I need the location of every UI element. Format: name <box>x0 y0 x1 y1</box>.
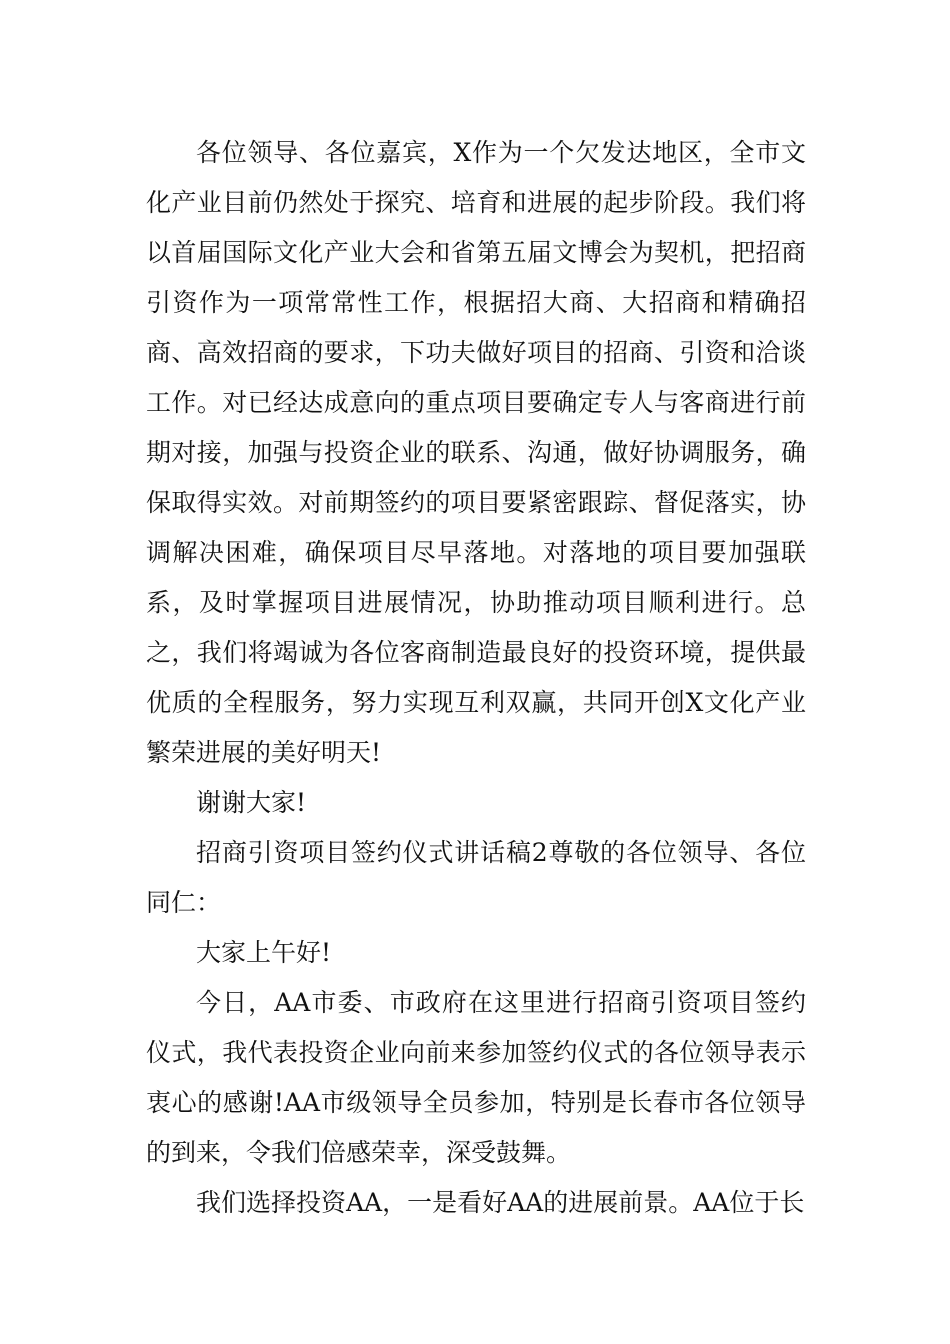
paragraph-1: 各位领导、各位嘉宾，X作为一个欠发达地区，全市文化产业目前仍然处于探究、培育和进展的起步阶段。我们将以首届国际文化产业大会和省第五届文博会为契机，把招商引资作为一项常常性工作，根据招大商、大招商和精确招商、高效招商的要求，下功夫做好项目的招商、引资和洽谈工作。对已经达成意向的重点项目要确定专人与客商进行前期对接，加强与投资企业的联系、沟通，做好协调服务，确保取得实效。对前期签约的项目要紧密跟踪、督促落实，协调解决困难，确保项目尽早落地。对落地的项目要加强联系，及时掌握项目进展情况，协助推动项目顺利进行。总之，我们将竭诚为各位客商制造最良好的投资环境，提供最优质的全程服务，努力实现互利双赢，共同开创X文化产业繁荣进展的美好明天! <box>146 138 806 767</box>
paragraph-5: 今日，AA市委、市政府在这里进行招商引资项目签约仪式，我代表投资企业向前来参加签约仪式的各位领导表示衷心的感谢!AA市级领导全员参加，特别是长春市各位领导的到来，令我们倍感荣幸，深受鼓舞。 <box>146 988 806 1167</box>
paragraph-2: 谢谢大家! <box>196 788 307 817</box>
paragraph-4: 大家上午好! <box>196 938 332 967</box>
paragraph-6: 我们选择投资AA，一是看好AA的进展前景。AA位于长 <box>196 1188 805 1217</box>
paragraph-3: 招商引资项目签约仪式讲话稿2尊敬的各位领导、各位同仁： <box>146 838 806 917</box>
document-body <box>146 128 806 1228</box>
